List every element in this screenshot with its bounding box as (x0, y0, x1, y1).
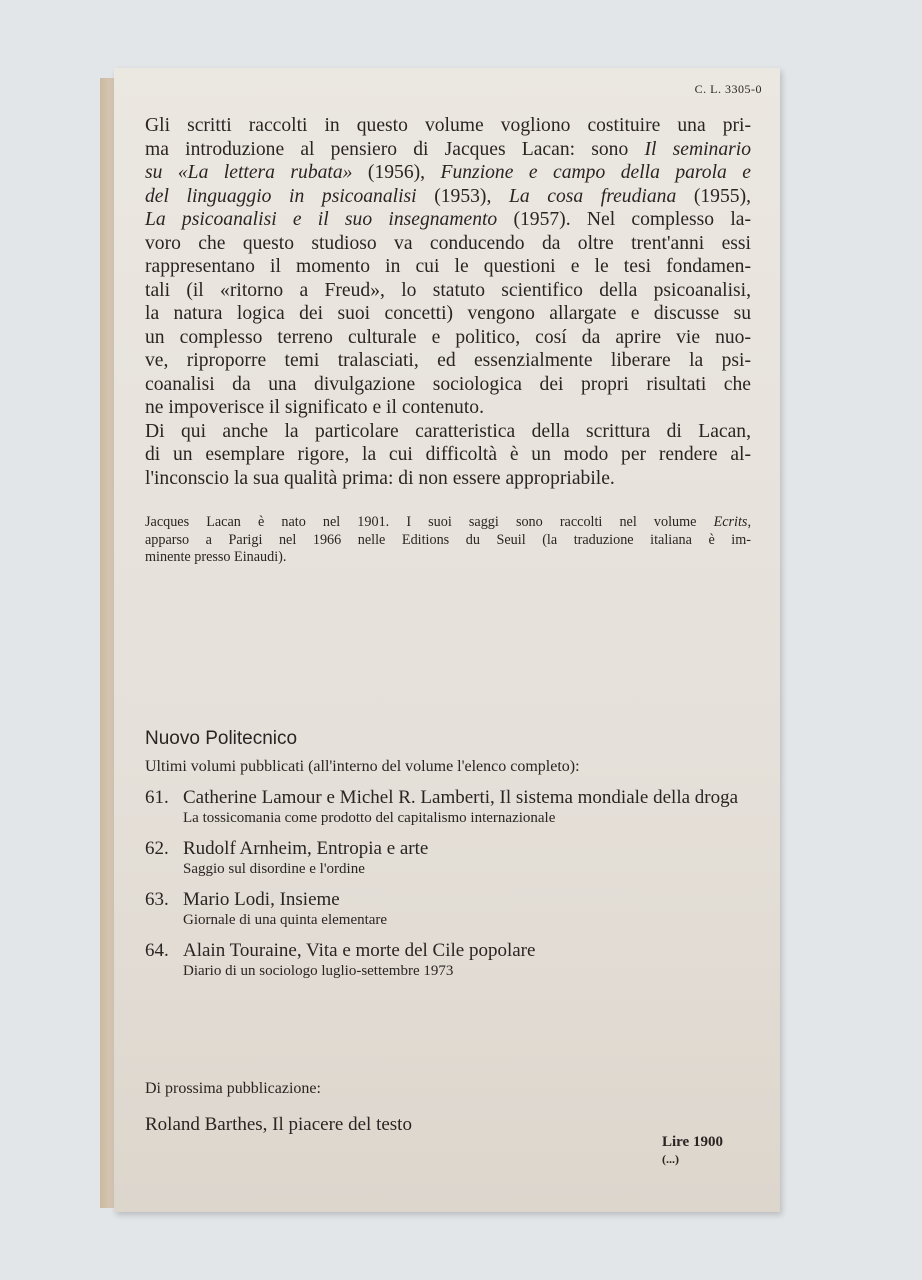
text-segment: coanalisi da una divulgazione sociologica dei propri risultati che (145, 373, 751, 395)
book-title: Catherine Lamour e Michel R. Lamberti, Il sistema mondiale della droga (183, 787, 739, 808)
catalog-code: C. L. 3305-0 (694, 82, 762, 96)
text-segment: , (747, 514, 751, 530)
book-item (145, 786, 751, 828)
text-line (145, 443, 751, 467)
text-line (145, 138, 751, 162)
author-bio (145, 514, 751, 567)
text-segment: ma introduzione al pensiero di Jacques Lacan: sono (145, 138, 645, 160)
text-line (145, 373, 751, 397)
text-segment: Gli scritti raccolti in questo volume vogliono costituire una pri- (145, 115, 751, 136)
italic-title: Funzione e campo della parola e (440, 162, 751, 183)
book-list (145, 786, 751, 990)
italic-title: Il seminario (644, 138, 751, 160)
italic-title: del linguaggio in psicoanalisi (145, 185, 417, 207)
book-number: 61. (145, 787, 169, 808)
italic-title: su «La lettera rubata» (145, 162, 353, 183)
text-segment: ne impoverisce il significato e il contenuto. (145, 397, 484, 418)
text-line (145, 232, 751, 256)
series-title: Nuovo Politecnico (145, 728, 298, 749)
text-segment: (1957). Nel complesso la- (497, 209, 751, 230)
book-title: Alain Touraine, Vita e morte del Cile popolare (183, 940, 536, 961)
text-segment: ve, riproporre temi tralasciati, ed essenzialmente liberare la psi- (145, 350, 751, 371)
book-back-cover (114, 68, 780, 1212)
intro-paragraph (145, 114, 751, 490)
book-item (145, 837, 751, 879)
book-item (145, 888, 751, 930)
upcoming-label: Di prossima pubblicazione: (145, 1080, 321, 1097)
series-subtitle: Ultimi volumi pubblicati (all'interno del volume l'elenco completo): (145, 758, 580, 775)
text-segment: (1955), (676, 185, 751, 207)
text-segment: apparso a Parigi nel 1966 nelle Editions du Seuil (la traduzione italiana è im- (145, 531, 751, 548)
book-number: 64. (145, 940, 169, 961)
book-number: 62. (145, 838, 169, 859)
book-title: Mario Lodi, Insieme (183, 889, 340, 910)
text-line (145, 114, 751, 138)
italic-title: La cosa freudiana (508, 185, 677, 207)
text-segment: un complesso terreno culturale e politico, cosí da aprire vie nuo- (145, 326, 751, 348)
text-line (145, 532, 751, 550)
text-line (145, 549, 751, 567)
text-segment: (1953), (416, 185, 509, 207)
text-segment: (1956), (352, 162, 441, 183)
italic-title: Ecrits (713, 514, 748, 530)
italic-title: La psicoanalisi e il suo insegnamento (145, 209, 498, 230)
text-line (145, 302, 751, 326)
book-number: 63. (145, 889, 169, 910)
book-subtitle: La tossicomania come prodotto del capitalismo internazionale (183, 810, 556, 826)
book-subtitle: Giornale di una quinta elementare (183, 912, 388, 928)
text-line (145, 255, 751, 279)
text-line (145, 420, 751, 444)
text-segment: l'inconscio la sua qualità prima: di non essere appropriabile. (145, 467, 615, 489)
book-subtitle: Saggio sul disordine e l'ordine (183, 861, 365, 877)
text-line (145, 349, 751, 373)
price: Lire 1900 (662, 1134, 723, 1150)
text-line (145, 208, 751, 232)
text-line (145, 279, 751, 303)
text-line (145, 185, 751, 209)
text-segment: minente presso Einaudi). (145, 549, 287, 565)
text-segment: Jacques Lacan è nato nel 1901. I suoi saggi sono raccolti nel volume (145, 514, 714, 530)
text-line (145, 467, 751, 491)
text-line (145, 161, 751, 185)
text-line (145, 326, 751, 350)
text-segment: tali (il «ritorno a Freud», lo statuto scientifico della psicoanalisi, (145, 279, 751, 301)
book-item (145, 939, 751, 981)
text-line (145, 514, 751, 532)
text-segment: la natura logica dei suoi concetti) vengono allargate e discusse su (145, 303, 751, 324)
price-note: (...) (662, 1152, 679, 1166)
text-line (145, 396, 751, 420)
book-subtitle: Diario di un sociologo luglio-settembre 1973 (183, 963, 454, 979)
book-title: Rudolf Arnheim, Entropia e arte (183, 838, 429, 859)
text-segment: di un esemplare rigore, la cui difficoltà è un modo per rendere al- (145, 444, 751, 465)
upcoming-book: Roland Barthes, Il piacere del testo (145, 1114, 412, 1135)
text-segment: Di qui anche la particolare caratteristica della scrittura di Lacan, (145, 420, 751, 442)
text-segment: voro che questo studioso va conducendo da oltre trent'anni essi (145, 232, 751, 254)
text-segment: rappresentano il momento in cui le questioni e le tesi fondamen- (145, 256, 751, 277)
